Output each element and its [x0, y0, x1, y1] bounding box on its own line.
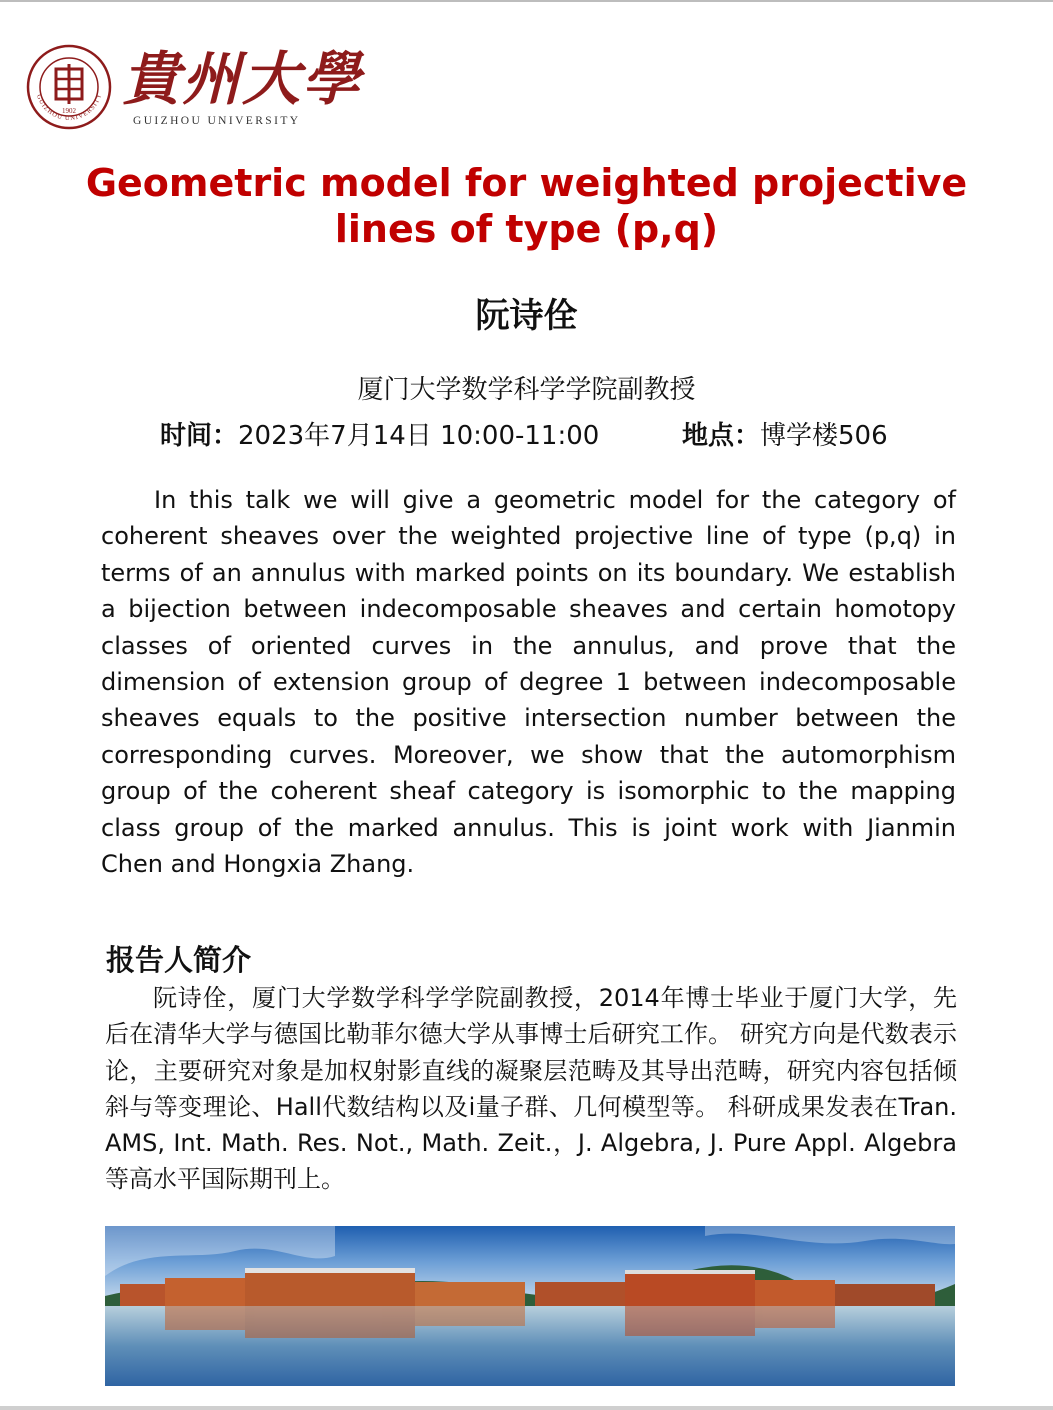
talk-meta [160, 418, 940, 454]
bio-heading: 报告人简介 [106, 943, 252, 977]
campus-photo [105, 1226, 955, 1386]
university-name-en: GUIZHOU UNIVERSITY [133, 115, 301, 127]
place-label: 地点： [682, 421, 761, 451]
university-seal-icon [26, 44, 112, 130]
place [682, 418, 888, 454]
speaker-affiliation: 厦门大学数学科学学院副教授 [357, 375, 696, 405]
speaker-name: 阮诗佺 [475, 296, 578, 336]
university-name-cn: 貴州大學 [122, 45, 363, 113]
svg-text:GUIZHOU UNIVERSITY: GUIZHOU UNIVERSITY [35, 92, 104, 123]
time-label: 时间： [160, 421, 239, 451]
time-value: 2023年7月14日 10:00-11:00 [238, 421, 600, 451]
talk-title: Geometric model for weighted projective lines of type (p,q) [85, 161, 968, 251]
abstract-text: In this talk we will give a geometric model for the category of coherent sheaves over the weighted projective line of type (p,q) in terms of an annulus with marked points on its boundary. We establish a bijection between indecomposable sheaves and certain homotopy classes of oriented curves in the annulus, and prove that the dimension of extension group of degree 1 between indecomposable sheaves equals to the positive intersection number between the corresponding curves. Moreover, we show that the automorphism group of the coherent sheaf category is isomorphic to the mapping class group of the marked annulus. This is joint work with Jianmin Chen and Hongxia Zhang. [101, 486, 956, 879]
university-logo [26, 44, 363, 134]
top-border [0, 0, 1053, 2]
bottom-border [0, 1406, 1053, 1410]
bio-text: 阮诗佺，厦门大学数学科学学院副教授，2014年博士毕业于厦门大学，先后在清华大学与德国比勒菲尔德大学从事博士后研究工作。 研究方向是代数表示论，主要研究对象是加权射影直线的凝聚层范畴及其导出范畴，研究内容包括倾斜与等变理论、Hall代数结构以及i量子群、几何模型等。 科研成果发表在Tran. AMS, Int. Math. Res. Not., Math. Zeit.，J. Algebra, J. Pure Appl. Algebra等高水平国际期刊上。 [105, 984, 957, 1194]
place-value: 博学楼506 [760, 421, 888, 451]
svg-text:1902: 1902 [62, 107, 76, 115]
